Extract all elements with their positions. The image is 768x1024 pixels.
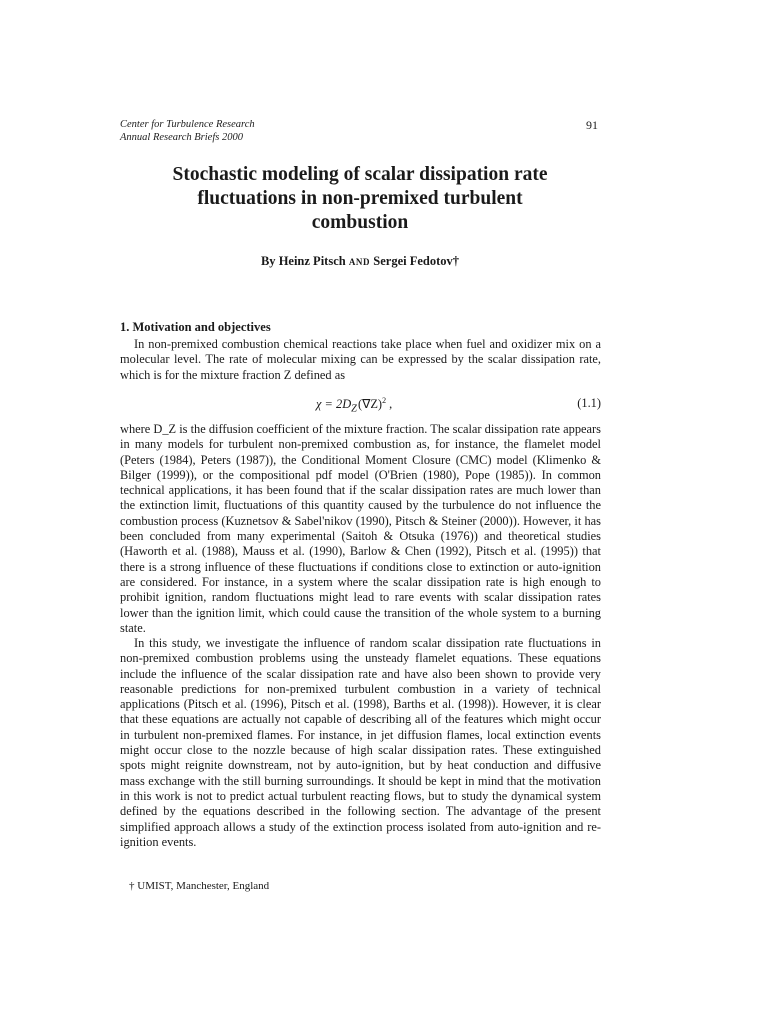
equation-number: (1.1) — [577, 396, 601, 410]
equation-gradient: (∇Z) — [357, 397, 383, 412]
equation-trail: , — [386, 397, 393, 412]
byline-and: AND — [348, 257, 371, 267]
byline — [120, 254, 600, 269]
paragraph-1: In non-premixed combustion chemical reactions take place when fuel and oxidizer mix on a molecular level. The rate of molecular mixing can be expressed by the scalar dissipation rate, which is for the mixture fraction Z defined as — [120, 337, 601, 382]
paragraph-2: where D_Z is the diffusion coefficient of the mixture fraction. The scalar dissipation rate appears in many models for turbulent non-premixed combustion as, for instance, the flamelet model (Peters (1984), Peters (1987)), the Conditional Moment Closure (CMC) model (Klimenko & Bilger (1999)), or the compositional pdf model (O'Brien (1980), Pope (1985)). In common technical applications, it has been found that if the scalar dissipation rates are much lower than the extinction limit, fluctuations of this quantity caused by the turbulence do not influence the combustion process (Kuznetsov & Sabel'nikov (1990), Pitsch & Steiner (2000)). However, it has been concluded from many experimental (Saitoh & Otsuka (1976)) and theoretical studies (Haworth et al. (1988), Mauss et al. (1990), Barlow & Chen (1992), Pitsch et al. (1995)) that there is a strong influence of these fluctuations if conditions close to extinction or auto-ignition are considered. For instance, in a system where the scalar dissipation rate is high enough to prohibit ignition, random fluctuations might lead to rare events with scalar dissipation rates lower than the ignition limit, which could cause the transition of the whole system to a burning state. — [120, 422, 601, 635]
series-name: Annual Research Briefs 2000 — [120, 132, 243, 143]
author-2: Sergei Fedotov† — [373, 254, 460, 268]
equation-power: 2 — [382, 396, 387, 405]
author-1: Heinz Pitsch — [278, 254, 346, 268]
section-heading: 1. Motivation and objectives — [120, 320, 271, 334]
title-line-1: Stochastic modeling of scalar dissipation rate — [172, 164, 548, 185]
equation-expression — [316, 396, 392, 415]
page-number: 91 — [586, 118, 598, 132]
equation-lhs: χ = 2D — [316, 397, 352, 412]
paragraph-3: In this study, we investigate the influence of random scalar dissipation rate fluctuations in non-premixed combustion problems using the unsteady flamelet equations. These equations include the influence of the scalar dissipation rate and have also been shown to provide very reasonable predictions for non-premixed turbulent combustion in a variety of technical applications (Pitsch et al. (1996), Pitsch et al. (1998), Barths et al. (1998)). However, it is clear that these equations are actually not capable of describing all of the features which might occur in turbulent non-premixed flames. For instance, in jet diffusion flames, local extinction events might occur close to the nozzle because of high scalar dissipation rates. These extinguished spots might reignite downstream, not by auto-ignition, but by heat conduction and diffusive mass exchange with the still burning surroundings. It should be kept in mind that the motivation in this work is not to predict actual turbulent reacting flows, but to study the dynamical system defined by the equations described in the following section. The advantage of the present simplified approach allows a study of the extinction process isolated from auto-ignition and re-ignition events. — [120, 636, 601, 849]
title-line-2: fluctuations in non-premixed turbulent — [197, 188, 523, 209]
institution-name: Center for Turbulence Research — [120, 119, 255, 130]
equation-1-1 — [120, 396, 601, 415]
running-head — [120, 118, 255, 144]
title-line-3: combustion — [311, 212, 409, 233]
footnote: † UMIST, Manchester, England — [129, 880, 270, 892]
equation-subscript: Z — [351, 403, 357, 415]
byline-by: By — [260, 254, 276, 268]
paper-title — [120, 163, 600, 235]
